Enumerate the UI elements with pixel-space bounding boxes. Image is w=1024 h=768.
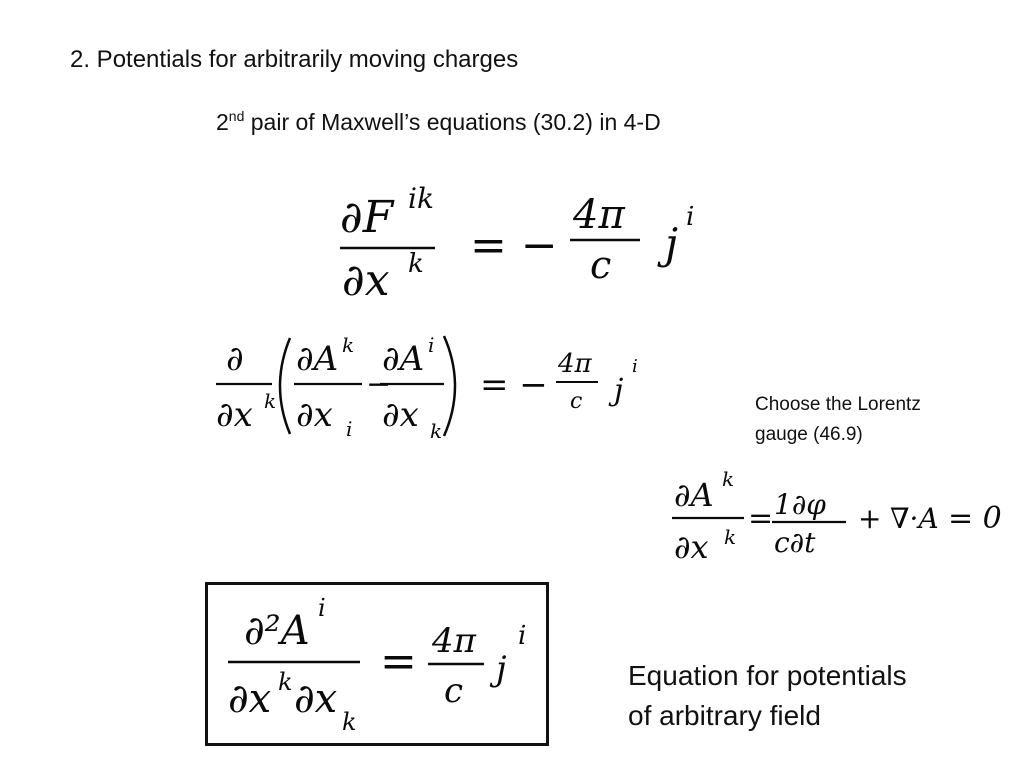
- final-frac-den: c: [444, 671, 464, 711]
- eq2-tail-sup: i: [632, 356, 638, 377]
- eq2-t1-den-sub: i: [346, 417, 353, 441]
- gauge-num: ∂A: [674, 476, 714, 514]
- slide-title: 2. Potentials for arbitrarily moving charges: [70, 46, 519, 73]
- eq1-rhs-sign: = −: [470, 220, 558, 271]
- subtitle-prefix: 2: [216, 109, 229, 135]
- eq2-minus: −: [366, 367, 392, 402]
- eq2-d-den: ∂x: [216, 395, 253, 435]
- lorentz-gauge-equation: [668, 462, 1013, 572]
- equation-caption: [628, 656, 968, 736]
- gauge-num-sup: k: [722, 467, 735, 491]
- final-den-sup: k: [278, 668, 293, 696]
- eq1-denominator: ∂x: [342, 255, 390, 306]
- lorentz-gauge-note: [755, 390, 985, 450]
- eq1-numerator: ∂F: [340, 192, 394, 243]
- eq2-t1-den: ∂x: [296, 395, 333, 435]
- gauge-f-num: 1∂φ: [774, 488, 826, 521]
- eq2-frac-den: c: [570, 389, 583, 414]
- gauge-f-den: c∂t: [774, 526, 816, 559]
- caption-line-1: Equation for potentials: [628, 660, 907, 691]
- gauge-divergence: ∇·A: [890, 502, 939, 535]
- eq2-tail: j: [614, 373, 624, 408]
- note-line-2: gauge (46.9): [755, 424, 863, 445]
- eq2-t2-num: ∂A: [382, 339, 425, 379]
- eq2-left-paren: [280, 338, 290, 434]
- gauge-eq-sign: =: [748, 501, 774, 536]
- final-eq-sign: =: [380, 636, 417, 687]
- eq2-t1-num-sup: k: [342, 333, 355, 357]
- maxwell-equation-4d: [330, 180, 730, 310]
- gauge-den: ∂x: [674, 528, 709, 566]
- eq1-denominator-sup: k: [408, 249, 424, 279]
- eq2-t2-den: ∂x: [382, 395, 419, 435]
- final-num-sup: i: [318, 594, 326, 622]
- eq1-tail: j: [665, 219, 679, 268]
- subtitle-text: pair of Maxwell’s equations (30.2) in 4-D: [244, 109, 661, 135]
- eq1-numerator-sup: ik: [408, 182, 434, 215]
- final-frac-num: 4π: [432, 621, 476, 661]
- eq2-rhs-sign: = −: [480, 365, 548, 405]
- eq2-t2-num-sup: i: [428, 333, 435, 357]
- eq1-frac-num: 4π: [573, 192, 625, 238]
- eq2-d-den-sup: k: [264, 389, 277, 413]
- final-tail: j: [496, 649, 507, 689]
- note-line-1: Choose the Lorentz: [755, 394, 921, 415]
- eq1-tail-sup: i: [686, 202, 695, 232]
- eq2-right-paren: [444, 336, 455, 436]
- gauge-den-sup: k: [724, 525, 737, 549]
- subtitle-superscript: nd: [228, 108, 245, 124]
- final-num: ∂²A: [244, 608, 310, 654]
- gauge-plus: +: [858, 502, 882, 535]
- gauge-tail: = 0: [948, 501, 1002, 536]
- caption-line-2: of arbitrary field: [628, 700, 821, 731]
- eq2-d-num: ∂: [226, 339, 244, 379]
- final-tail-sup: i: [518, 621, 527, 651]
- eq2-t1-num: ∂A: [296, 339, 339, 379]
- eq1-frac-den: c: [590, 243, 612, 287]
- potential-wave-equation: [214, 588, 544, 743]
- final-den2: ∂x: [294, 676, 338, 722]
- subtitle: [216, 108, 661, 136]
- final-den2-sub: k: [342, 708, 357, 736]
- eq2-frac-num: 4π: [558, 349, 592, 379]
- potential-substitution-equation: [212, 330, 672, 445]
- final-den: ∂x: [228, 676, 272, 722]
- eq2-t2-den-sub: k: [430, 419, 443, 443]
